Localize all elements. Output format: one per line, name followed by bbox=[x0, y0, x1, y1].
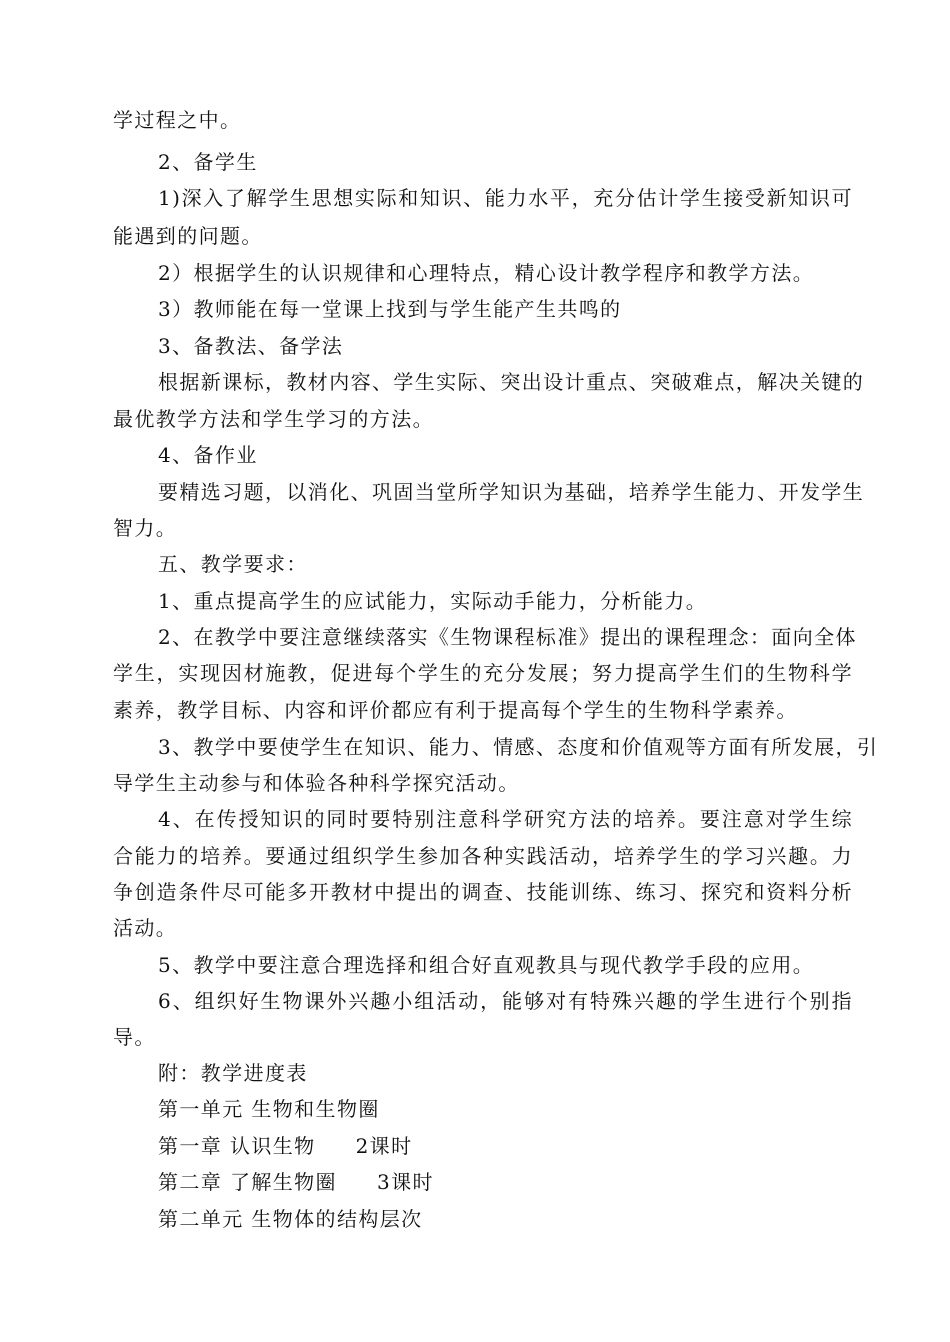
paragraph-line: 学生，实现因材施教，促进每个学生的充分发展；努力提高学生们的生物科学 bbox=[113, 661, 853, 685]
schedule-chapter: 第二章 了解生物圈 bbox=[158, 1170, 337, 1194]
unit-heading: 第二单元 生物体的结构层次 bbox=[158, 1207, 423, 1231]
paragraph-line: 5、教学中要注意合理选择和组合好直观教具与现代教学手段的应用。 bbox=[158, 953, 815, 977]
paragraph-line: 智力。 bbox=[113, 516, 178, 540]
schedule-hours: 3课时 bbox=[376, 1170, 434, 1194]
schedule-row bbox=[158, 1132, 853, 1160]
section-heading: 2、备学生 bbox=[158, 150, 258, 174]
section-heading: 4、备作业 bbox=[158, 443, 258, 467]
paragraph-line: 能遇到的问题。 bbox=[113, 224, 263, 248]
paragraph-line: 2、在教学中要注意继续落实《生物课程标准》提出的课程理念：面向全体 bbox=[158, 625, 857, 649]
paragraph-line: 6、组织好生物课外兴趣小组活动，能够对有特殊兴趣的学生进行个别指 bbox=[158, 989, 853, 1013]
paragraph-line: 3）教师能在每一堂课上找到与学生能产生共鸣的 bbox=[158, 297, 622, 321]
paragraph-line: 导。 bbox=[113, 1025, 156, 1049]
paragraph-line: 合能力的培养。要通过组织学生参加各种实践活动，培养学生的学习兴趣。力 bbox=[113, 844, 853, 868]
paragraph-line: 学过程之中。 bbox=[113, 108, 242, 132]
schedule-chapter: 第一章 认识生物 bbox=[158, 1134, 316, 1158]
paragraph-line: 要精选习题，以消化、巩固当堂所学知识为基础，培养学生能力、开发学生 bbox=[158, 480, 865, 504]
unit-heading: 第一单元 生物和生物圈 bbox=[158, 1097, 380, 1121]
schedule-row bbox=[158, 1168, 853, 1196]
paragraph-line: 争创造条件尽可能多开教材中提出的调查、技能训练、练习、探究和资料分析 bbox=[113, 880, 853, 904]
paragraph-line: 1、重点提高学生的应试能力，实际动手能力，分析能力。 bbox=[158, 589, 708, 613]
section-heading: 3、备教法、备学法 bbox=[158, 334, 344, 358]
paragraph-line: 导学生主动参与和体验各种科学探究活动。 bbox=[113, 771, 520, 795]
paragraph-line: 活动。 bbox=[113, 916, 178, 940]
section-heading: 五、教学要求： bbox=[158, 552, 308, 576]
paragraph-line: 2）根据学生的认识规律和心理特点，精心设计教学程序和教学方法。 bbox=[158, 261, 815, 285]
schedule-hours: 2课时 bbox=[355, 1134, 413, 1158]
paragraph-line: 1)深入了解学生思想实际和知识、能力水平，充分估计学生接受新知识可 bbox=[158, 186, 853, 210]
paragraph-line: 3、教学中要使学生在知识、能力、情感、态度和价值观等方面有所发展，引 bbox=[158, 735, 879, 759]
paragraph-line: 素养，教学目标、内容和评价都应有利于提高每个学生的生物科学素养。 bbox=[113, 698, 798, 722]
paragraph-line: 最优教学方法和学生学习的方法。 bbox=[113, 407, 434, 431]
paragraph-line: 4、在传授知识的同时要特别注意科学研究方法的培养。要注意对学生综 bbox=[158, 807, 853, 831]
paragraph-line: 根据新课标，教材内容、学生实际、突出设计重点、突破难点，解决关键的 bbox=[158, 370, 865, 394]
appendix-heading: 附：教学进度表 bbox=[158, 1061, 308, 1085]
